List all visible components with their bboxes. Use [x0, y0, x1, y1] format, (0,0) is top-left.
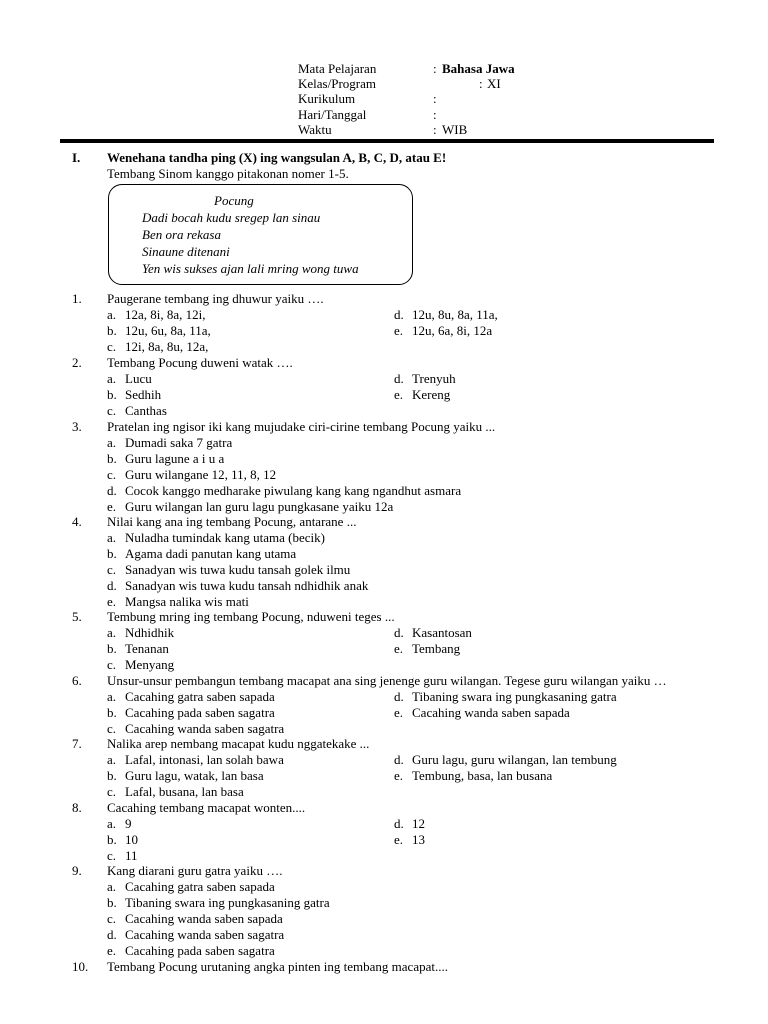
- question-5: [72, 609, 712, 673]
- exam-header: [298, 61, 598, 137]
- question-text: Nalika arep nembang macapat kudu nggatekake ...: [107, 736, 370, 751]
- poem-line: Sinaune ditenani: [142, 244, 230, 259]
- question-number: 6.: [72, 673, 82, 688]
- option-c[interactable]: c. 12i, 8a, 8u, 12a,: [107, 339, 209, 354]
- question-9: [72, 863, 712, 959]
- question-6: [72, 673, 712, 737]
- option-a[interactable]: a. 9: [107, 816, 132, 831]
- option-e[interactable]: e. Tembung, basa, lan busana: [394, 768, 553, 783]
- option-e[interactable]: e. Kereng: [394, 387, 451, 402]
- header-row-subject: [298, 61, 598, 76]
- question-number: 4.: [72, 514, 82, 529]
- option-b[interactable]: b. Tenanan: [107, 641, 169, 656]
- question-text: Paugerane tembang ing dhuwur yaiku ….: [107, 291, 324, 306]
- question-text: Nilai kang ana ing tembang Pocung, antarane ...: [107, 514, 357, 529]
- option-a[interactable]: a. Dumadi saka 7 gatra: [107, 435, 233, 450]
- option-c[interactable]: c. Cacahing wanda saben sapada: [107, 911, 283, 926]
- curriculum-label: Kurikulum: [298, 91, 356, 107]
- option-a[interactable]: a. Lafal, intonasi, lan solah bawa: [107, 752, 284, 767]
- question-number: 5.: [72, 609, 82, 624]
- poem-box: [108, 184, 413, 285]
- option-d[interactable]: d. 12: [394, 816, 425, 831]
- poem-line: Dadi bocah kudu sregep lan sinau: [142, 210, 321, 225]
- option-a[interactable]: a. Ndhidhik: [107, 625, 175, 640]
- option-b[interactable]: b. Sedhih: [107, 387, 162, 402]
- time-label: Waktu: [298, 121, 332, 137]
- poem-intro: Tembang Sinom kanggo pitakonan nomer 1-5.: [107, 166, 349, 181]
- subject-colon: :: [433, 61, 437, 76]
- section-instruction: Wenehana tandha ping (X) ing wangsulan A, B, C, D, atau E!: [107, 150, 447, 165]
- option-b[interactable]: b. Guru lagu, watak, lan basa: [107, 768, 264, 783]
- option-a[interactable]: a. Cacahing gatra saben sapada: [107, 879, 275, 894]
- option-b[interactable]: b. Cacahing pada saben sagatra: [107, 705, 275, 720]
- option-e[interactable]: e. Cacahing wanda saben sapada: [394, 705, 570, 720]
- question-text: Unsur-unsur pembangun tembang macapat ana sing jenenge guru wilangan. Tegese guru wilangan yaiku …: [107, 673, 667, 688]
- question-number: 8.: [72, 800, 82, 815]
- question-number: 2.: [72, 355, 82, 370]
- question-10: [72, 959, 712, 975]
- option-c[interactable]: c. Guru wilangane 12, 11, 8, 12: [107, 467, 277, 482]
- subject-value: Bahasa Jawa: [442, 61, 515, 76]
- option-e[interactable]: e. 12u, 6a, 8i, 12a: [394, 323, 493, 338]
- poem-title: Pocung: [214, 193, 254, 208]
- question-text: Tembang Pocung urutaning angka pinten ing tembang macapat....: [107, 959, 448, 974]
- poem-line: Ben ora rekasa: [142, 227, 221, 242]
- question-8: [72, 800, 712, 864]
- option-c[interactable]: c. Lafal, busana, lan basa: [107, 784, 244, 799]
- question-number: 9.: [72, 863, 82, 878]
- option-a[interactable]: a. 12a, 8i, 8a, 12i,: [107, 307, 206, 322]
- date-colon: :: [433, 106, 437, 122]
- date-label: Hari/Tanggal: [298, 106, 367, 122]
- option-d[interactable]: d. Cocok kanggo medharake piwulang kang kang ngandhut asmara: [107, 483, 462, 498]
- option-a[interactable]: a. Nuladha tumindak kang utama (becik): [107, 530, 325, 545]
- poem-line: Yen wis sukses ajan lali mring wong tuwa: [142, 261, 359, 276]
- header-row-date: [298, 107, 598, 122]
- option-c[interactable]: c. Sanadyan wis tuwa kudu tansah golek ilmu: [107, 562, 351, 577]
- question-text: Pratelan ing ngisor iki kang mujudake ciri-cirine tembang Pocung yaiku ...: [107, 419, 496, 434]
- option-d[interactable]: d. Cacahing wanda saben sagatra: [107, 927, 285, 942]
- option-d[interactable]: d. Sanadyan wis tuwa kudu tansah ndhidhik anak: [107, 578, 369, 593]
- header-row-class: [298, 76, 598, 91]
- option-d[interactable]: d. 12u, 8u, 8a, 11a,: [394, 307, 498, 322]
- question-number: 7.: [72, 736, 82, 751]
- option-e[interactable]: e. 13: [394, 832, 425, 847]
- option-c[interactable]: c. Canthas: [107, 403, 167, 418]
- header-row-curriculum: [298, 91, 598, 106]
- question-2: [72, 355, 712, 419]
- question-text: Tembung mring ing tembang Pocung, nduweni teges ...: [107, 609, 395, 624]
- header-row-time: [298, 122, 598, 137]
- time-value: WIB: [442, 121, 468, 137]
- option-b[interactable]: b. 10: [107, 832, 138, 847]
- curriculum-colon: :: [433, 91, 437, 107]
- option-b[interactable]: b. Guru lagune a i u a: [107, 451, 225, 466]
- option-b[interactable]: b. Tibaning swara ing pungkasaning gatra: [107, 895, 330, 910]
- question-3: [72, 419, 712, 515]
- question-text: Cacahing tembang macapat wonten....: [107, 800, 306, 815]
- question-7: [72, 736, 712, 800]
- section-number: I.: [72, 150, 81, 165]
- option-c[interactable]: c. 11: [107, 848, 138, 863]
- question-text: Tembang Pocung duweni watak ….: [107, 355, 293, 370]
- option-e[interactable]: e. Cacahing pada saben sagatra: [107, 943, 275, 958]
- option-d[interactable]: d. Guru lagu, guru wilangan, lan tembung: [394, 752, 617, 767]
- class-colon: :: [479, 76, 483, 92]
- option-d[interactable]: d. Trenyuh: [394, 371, 456, 386]
- class-label: Kelas/Program: [298, 76, 376, 92]
- question-text: Kang diarani guru gatra yaiku ….: [107, 863, 283, 878]
- class-value: XI: [487, 76, 501, 92]
- option-c[interactable]: c. Menyang: [107, 657, 175, 672]
- header-divider: [60, 139, 714, 143]
- option-e[interactable]: e. Mangsa nalika wis mati: [107, 594, 249, 609]
- question-number: 3.: [72, 419, 82, 434]
- subject-label: Mata Pelajaran: [298, 61, 377, 76]
- question-number: 10.: [72, 959, 89, 974]
- option-a[interactable]: a. Cacahing gatra saben sapada: [107, 689, 275, 704]
- option-e[interactable]: e. Tembang: [394, 641, 461, 656]
- question-1: [72, 291, 712, 355]
- time-colon: :: [433, 121, 437, 137]
- option-d[interactable]: d. Tibaning swara ing pungkasaning gatra: [394, 689, 617, 704]
- question-number: 1.: [72, 291, 82, 306]
- question-4: [72, 514, 712, 610]
- option-c[interactable]: c. Cacahing wanda saben sagatra: [107, 721, 285, 736]
- option-b[interactable]: b. 12u, 6u, 8a, 11a,: [107, 323, 211, 338]
- option-d[interactable]: d. Kasantosan: [394, 625, 472, 640]
- option-e[interactable]: e. Guru wilangan lan guru lagu pungkasane yaiku 12a: [107, 499, 394, 514]
- option-a[interactable]: a. Lucu: [107, 371, 152, 386]
- option-b[interactable]: b. Agama dadi panutan kang utama: [107, 546, 297, 561]
